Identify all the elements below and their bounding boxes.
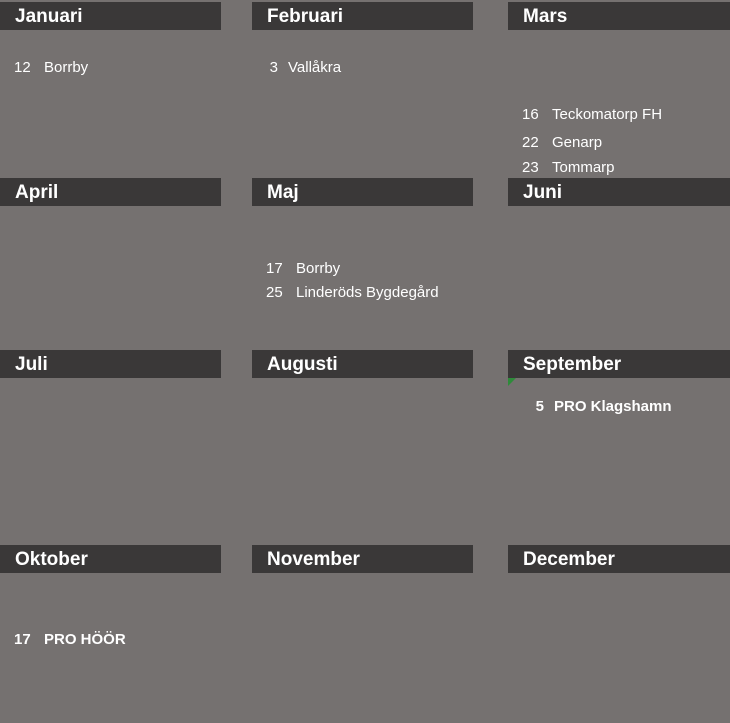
event-mars-3: [522, 159, 615, 177]
month-header-februari: Februari: [252, 2, 473, 30]
event-place: PRO Klagshamn: [554, 398, 672, 415]
event-day: 17: [266, 260, 283, 277]
month-header-mars: Mars: [508, 2, 730, 30]
event-mars-1: [522, 106, 662, 124]
comment-marker-icon: [508, 378, 516, 386]
event-place: Genarp: [552, 134, 603, 151]
month-header-maj: Maj: [252, 178, 473, 206]
event-maj-2: [266, 284, 439, 302]
event-place: Borrby: [296, 260, 341, 277]
event-september-1: [522, 398, 672, 416]
event-day: 23: [522, 159, 539, 176]
month-header-april: April: [0, 178, 221, 206]
event-place: Vallåkra: [288, 59, 342, 76]
event-day: 17: [14, 631, 31, 648]
event-februari-1: [256, 59, 341, 77]
event-day: 16: [522, 106, 539, 123]
month-header-december: December: [508, 545, 730, 573]
event-day: 25: [266, 284, 283, 301]
month-header-juli: Juli: [0, 350, 221, 378]
event-day: 22: [522, 134, 539, 151]
month-header-september: September: [508, 350, 730, 378]
event-place: PRO HÖÖR: [44, 631, 126, 648]
month-header-november: November: [252, 545, 473, 573]
event-day: 12: [14, 59, 31, 76]
event-januari-1: [14, 59, 88, 77]
event-oktober-1: [14, 631, 126, 649]
event-place: Linderöds Bygdegård: [296, 284, 439, 301]
event-place: Teckomatorp FH: [552, 106, 663, 123]
month-header-augusti: Augusti: [252, 350, 473, 378]
event-day: 5: [535, 398, 544, 415]
month-header-juni: Juni: [508, 178, 730, 206]
event-day: 3: [269, 59, 278, 76]
event-place: Tommarp: [552, 159, 615, 176]
month-header-oktober: Oktober: [0, 545, 221, 573]
event-place: Borrby: [44, 59, 89, 76]
event-mars-2: [522, 134, 602, 152]
month-header-januari: Januari: [0, 2, 221, 30]
event-maj-1: [266, 260, 340, 278]
